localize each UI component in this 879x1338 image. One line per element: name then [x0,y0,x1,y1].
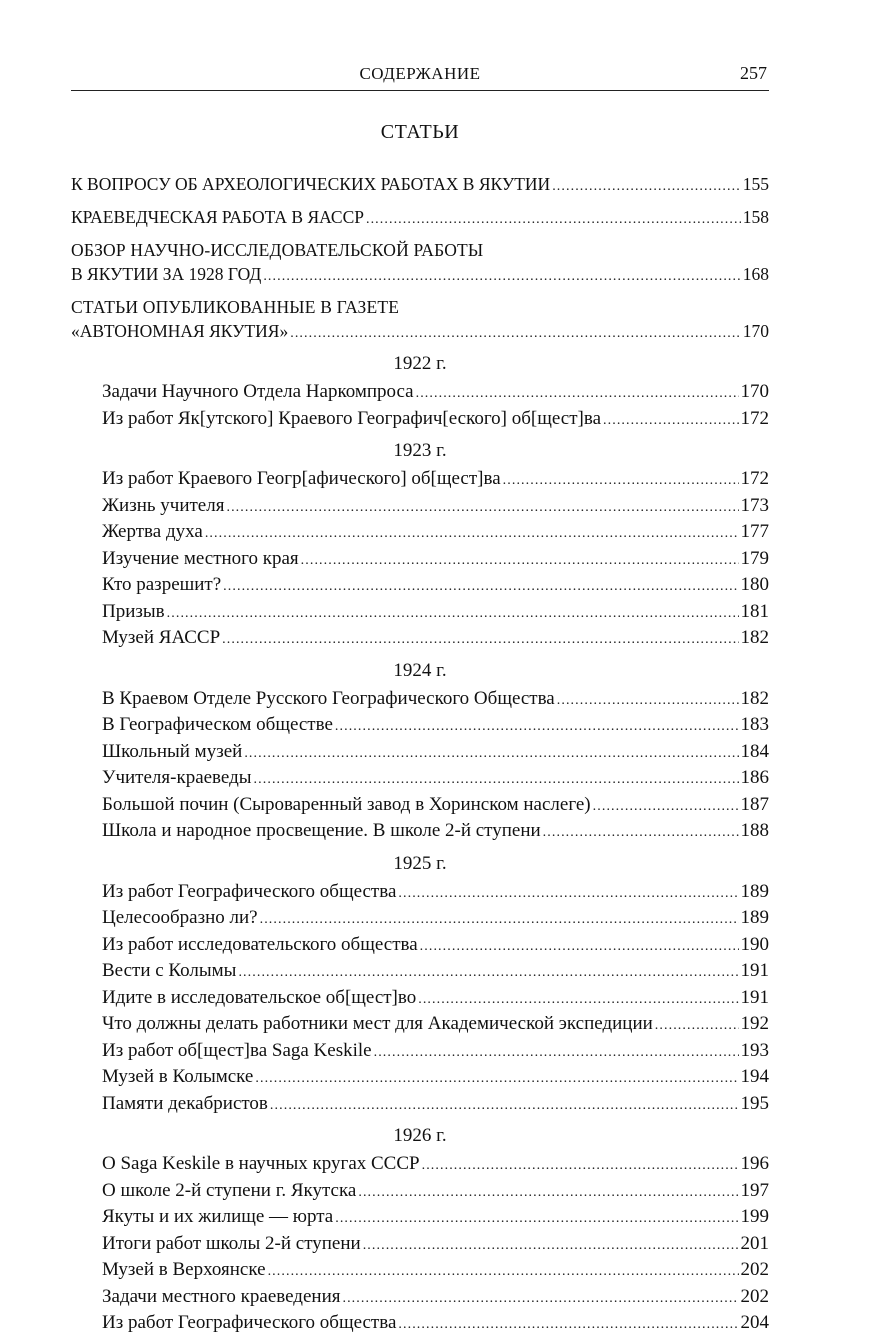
entry-title: Призыв [102,600,165,622]
article-entry [71,1012,769,1039]
dot-leader [238,961,738,986]
dot-leader [260,908,739,933]
entry-page-number: 182 [740,687,769,709]
toc-row [102,766,769,793]
entry-title: Музей в Колымске [102,1066,254,1087]
dot-leader [603,409,738,434]
dot-leader [363,1234,739,1259]
dot-leader [223,575,738,600]
page-number: 257 [740,63,767,83]
article-entry [71,1232,769,1259]
entry-title: Жертва духа [102,521,203,542]
major-entry [71,238,769,289]
article-entry [71,793,769,820]
entry-page-number: 189 [740,907,769,928]
dot-leader [255,1067,738,1092]
article-entry [71,880,769,907]
entry-title: В ЯКУТИИ ЗА 1928 ГОД [71,264,262,284]
table-of-contents [71,172,769,1338]
entry-page-number: 172 [740,468,769,489]
dot-leader [358,1181,738,1206]
toc-row [102,959,769,986]
entry-title: О Saga Keskile в научных кругах СССР [102,1153,420,1174]
year-heading: 1925 г. [393,852,447,874]
article-entry [71,687,769,714]
entry-page-number: 196 [740,1153,769,1174]
article-entry [71,1179,769,1206]
entry-title: Учителя-краеведы [102,767,252,788]
dot-leader [222,628,738,653]
entry-page-number: 197 [740,1179,769,1201]
page [71,62,769,1338]
entry-page-number: 202 [740,1285,769,1307]
entry-title: В Географическом обществе [102,714,333,735]
entry-page-number: 170 [742,321,769,341]
article-entry [71,906,769,933]
entry-title-line: ОБЗОР НАУЧНО-ИССЛЕДОВАТЕЛЬСКОЙ РАБОТЫ [71,240,484,260]
dot-leader [398,1313,738,1338]
year-heading: 1923 г. [393,440,447,461]
entry-page-number: 191 [740,960,769,981]
article-entry [71,1205,769,1232]
dot-leader [374,1041,739,1066]
article-entry [71,547,769,574]
major-entry [71,205,769,232]
entry-title: Из работ Географического общества [102,1312,397,1333]
toc-row [102,520,769,547]
dot-leader [335,1207,738,1232]
article-entry [71,933,769,960]
toc-row [102,819,769,846]
entry-page-number: 188 [740,820,769,841]
entry-page-number: 195 [740,1092,769,1114]
dot-leader [398,882,738,907]
entry-title: Из работ об[щест]ва Saga Keskile [102,1039,372,1061]
dot-leader [290,322,741,346]
entry-page-number: 193 [740,1039,769,1061]
toc-row [102,547,769,574]
entry-page-number: 201 [740,1232,769,1254]
toc-row [102,407,769,434]
entry-title: К ВОПРОСУ ОБ АРХЕОЛОГИЧЕСКИХ РАБОТАХ В ЯКУТИИ [71,174,551,194]
article-entry [71,407,769,434]
toc-row [102,1205,769,1232]
dot-leader [593,795,739,820]
section-title: СТАТЬИ [380,121,460,143]
entry-title: Якуты и их жилище — юрта [102,1206,334,1227]
toc-row [102,1012,769,1039]
toc-row [102,1092,769,1119]
toc-row [102,933,769,960]
article-entry [71,819,769,846]
running-header [71,62,769,91]
article-entry [71,467,769,494]
dot-leader [270,1094,739,1119]
article-entry [71,766,769,793]
toc-row [102,793,769,820]
article-entry [71,626,769,653]
entry-page-number: 168 [742,264,769,284]
entry-title: Из работ исследовательского общества [102,933,418,955]
entry-title: В Краевом Отделе Русского Географического Общества [102,687,555,709]
dot-leader [366,208,741,232]
entry-page-number: 180 [740,574,769,595]
article-entry [71,494,769,521]
dot-leader [418,988,738,1013]
entry-page-number: 202 [740,1259,769,1280]
year-heading: 1926 г. [393,1125,447,1146]
article-entry [71,520,769,547]
dot-leader [167,602,739,627]
entry-page-number: 182 [740,627,769,648]
entry-title: Итоги работ школы 2-й ступени [102,1232,361,1254]
major-entry [71,295,769,346]
entry-title-line: СТАТЬИ ОПУБЛИКОВАННЫЕ В ГАЗЕТЕ [71,297,400,317]
dot-leader [301,549,739,574]
entry-page-number: 173 [740,494,769,516]
dot-leader [263,265,740,289]
dot-leader [552,175,741,199]
entry-page-number: 190 [740,933,769,955]
dot-leader [422,1154,739,1179]
entry-page-number: 204 [740,1312,769,1333]
major-entry [71,172,769,199]
article-entry [71,600,769,627]
article-entry [71,1258,769,1285]
entry-title: Что должны делать работники мест для Академической экспедиции [102,1013,653,1034]
entry-title: Идите в исследовательское об[щест]во [102,986,417,1008]
entry-title: «АВТОНОМНАЯ ЯКУТИЯ» [71,321,289,341]
toc-row [102,380,769,407]
dot-leader [557,689,739,714]
toc-row [102,1179,769,1206]
dot-leader [335,715,739,740]
entry-title: Школьный музей [102,740,243,762]
entry-title: Из работ Краевого Геогр[афического] об[щест]ва [102,468,501,489]
toc-row [71,205,769,232]
entry-page-number: 155 [742,174,769,194]
article-entry [71,1039,769,1066]
article-entry [71,1152,769,1179]
year-heading: 1924 г. [393,659,447,681]
toc-row [102,1285,769,1312]
entry-page-number: 179 [740,547,769,569]
entry-page-number: 172 [740,407,769,429]
dot-leader [543,821,739,846]
entry-title: Из работ Як[утского] Краевого Географич[еского] об[щест]ва [102,407,602,429]
dot-leader [416,382,739,407]
entry-page-number: 177 [740,521,769,542]
entry-title: Школа и народное просвещение. В школе 2-й ступени [102,820,541,841]
entry-title: Вести с Колымы [102,960,237,981]
toc-row [102,740,769,767]
toc-row [102,626,769,653]
dot-leader [254,768,739,793]
toc-row [102,1258,769,1285]
toc-row [102,494,769,521]
toc-row [102,1232,769,1259]
toc-row [102,467,769,494]
toc-row [102,986,769,1013]
toc-row [102,573,769,600]
article-entry [71,380,769,407]
entry-title: Жизнь учителя [102,494,225,516]
running-title: СОДЕРЖАНИЕ [359,64,481,83]
toc-row [102,713,769,740]
entry-title: Задачи местного краеведения [102,1285,341,1307]
article-entry [71,959,769,986]
entry-page-number: 184 [740,740,769,762]
toc-row [102,1039,769,1066]
article-entry [71,713,769,740]
toc-row [71,172,769,199]
dot-leader [342,1287,738,1312]
entry-page-number: 158 [742,207,769,227]
entry-page-number: 187 [740,793,769,815]
toc-row [71,319,769,346]
entry-page-number: 186 [740,767,769,788]
dot-leader [420,935,739,960]
toc-row [102,880,769,907]
toc-row [102,1152,769,1179]
article-entry [71,573,769,600]
entry-page-number: 181 [740,600,769,622]
entry-title: Большой почин (Сыроваренный завод в Хоринском наслеге) [102,793,591,815]
entry-title: Задачи Научного Отдела Наркомпроса [102,381,414,402]
dot-leader [503,469,739,494]
article-entry [71,986,769,1013]
dot-leader [268,1260,739,1285]
entry-title: Музей в Верхоянске [102,1259,266,1280]
toc-row [71,262,769,289]
entry-title: Целесообразно ли? [102,907,258,928]
toc-row [102,1065,769,1092]
article-entry [71,1065,769,1092]
toc-row [102,1311,769,1338]
dot-leader [226,496,738,521]
entry-title: Изучение местного края [102,547,299,569]
article-entry [71,1311,769,1338]
entry-title: О школе 2-й ступени г. Якутска [102,1179,357,1201]
article-entry [71,1285,769,1312]
year-heading: 1922 г. [393,353,447,374]
entry-title: Кто разрешит? [102,574,222,595]
dot-leader [205,522,739,547]
dot-leader [244,742,738,767]
entry-page-number: 191 [740,986,769,1008]
toc-row [102,687,769,714]
entry-title: Музей ЯАССР [102,627,221,648]
entry-page-number: 194 [740,1066,769,1087]
entry-page-number: 170 [740,381,769,402]
dot-leader [655,1014,739,1039]
entry-title: КРАЕВЕДЧЕСКАЯ РАБОТА В ЯАССР [71,207,364,227]
entry-title: Памяти декабристов [102,1092,268,1114]
entry-page-number: 183 [740,714,769,735]
entry-page-number: 189 [740,880,769,902]
entry-title: Из работ Географического общества [102,880,397,902]
entry-page-number: 199 [740,1206,769,1227]
toc-row [102,906,769,933]
toc-row [102,600,769,627]
article-entry [71,740,769,767]
article-entry [71,1092,769,1119]
entry-page-number: 192 [740,1013,769,1034]
